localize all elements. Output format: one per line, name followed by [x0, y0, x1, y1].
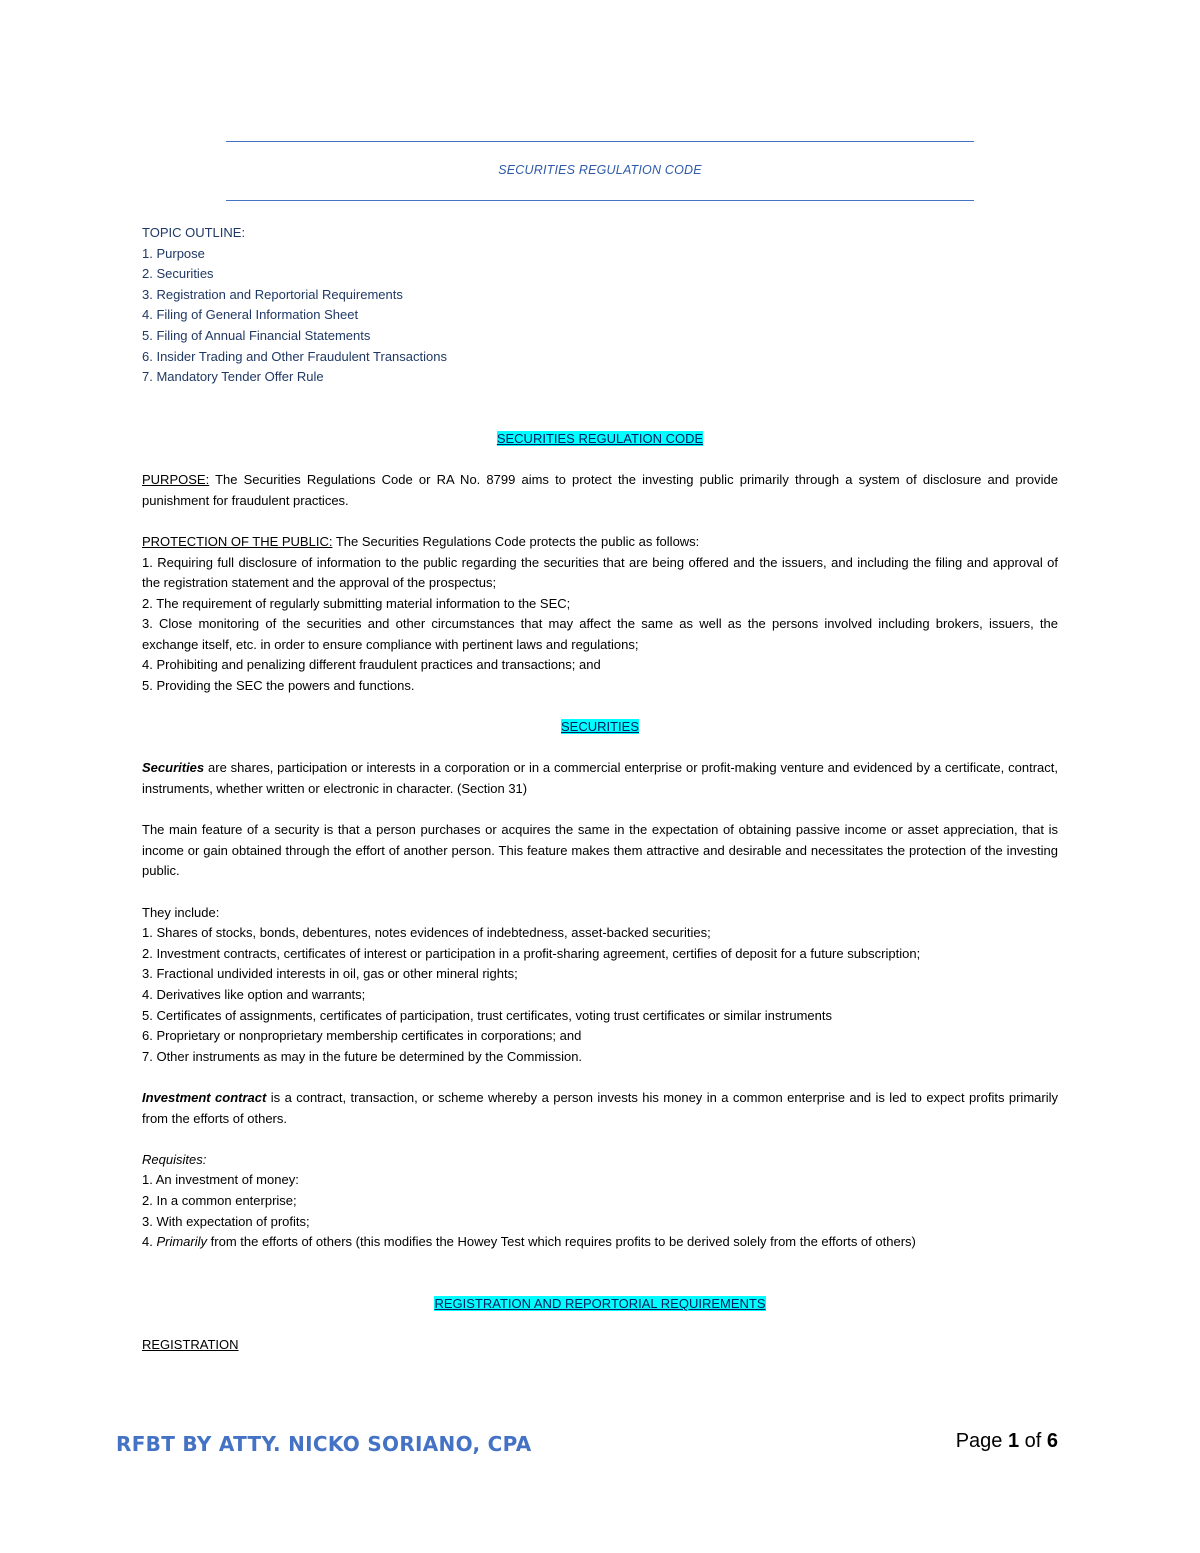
investment-contract-definition: Investment contract is a contract, transaction, or scheme whereby a person invests his money in a common enterprise and is led to expect profits primarily from the efforts of others. [142, 1089, 1058, 1126]
include-item: 5. Certificates of assignments, certificates of participation, trust certificates, voting trust certificates or similar instruments [142, 1007, 832, 1023]
header-bottom-rule [226, 200, 974, 201]
include-heading: They include: [142, 904, 220, 920]
header-title: SECURITIES REGULATION CODE [498, 163, 702, 177]
protection-item: 1. Requiring full disclosure of information to the public regarding the securities that are being offered and the issuers, and including the filing and approval of the registration statement and the approval of the prospectus; [142, 554, 1058, 591]
include-item: 6. Proprietary or nonproprietary membership certificates in corporations; and [142, 1028, 582, 1044]
outline-item: 4. Filing of General Information Sheet [142, 307, 359, 323]
protection-item: 3. Close monitoring of the securities and other circumstances that may affect the same as well as the persons involved including brokers, issuers, the exchange itself, etc. in order to ensure compliance with pertinent laws and regulations; [142, 616, 1058, 652]
include-item: 2. Investment contracts, certificates of interest or participation in a profit-sharing agreement, certifies of deposit for a future subscription; [142, 945, 921, 961]
include-item: 7. Other instruments as may in the future be determined by the Commission. [142, 1048, 583, 1064]
section-heading-securities: SECURITIES [560, 719, 639, 735]
requisites-heading: Requisites: [142, 1151, 207, 1167]
securities-feature: The main feature of a security is that a person purchases or acquires the same in the expectation of obtaining passive income or asset appreciation, that is income or gain obtained through the effort of another person. This feature makes them attractive and desirable and necessitates the protection of the investing public. [142, 822, 1058, 879]
document-body [142, 223, 1058, 1356]
include-item: 3. Fractional undivided interests in oil, gas or other mineral rights; [142, 966, 518, 982]
protection-item: 2. The requirement of regularly submitting material information to the SEC; [142, 595, 571, 611]
outline-item: 3. Registration and Reportorial Requirements [142, 286, 403, 302]
securities-definition: Securities are shares, participation or interests in a corporation or in a commercial enterprise or profit-making venture and evidenced by a certificate, contract, instruments, whether written or electronic in character. (Section 31) [142, 760, 1058, 797]
outline-heading: TOPIC OUTLINE: [142, 225, 246, 240]
requisite-item: 1. An investment of money: [142, 1172, 299, 1188]
page-number: Page 1 of 6 [955, 1430, 1058, 1452]
requisite-item: 2. In a common enterprise; [142, 1192, 297, 1208]
include-item: 4. Derivatives like option and warrants; [142, 986, 366, 1002]
requisite-item: 3. With expectation of profits; [142, 1213, 310, 1229]
registration-subheading: REGISTRATION [142, 1337, 239, 1353]
protection-item: 5. Providing the SEC the powers and functions. [142, 678, 415, 694]
footer-author: RFBT BY ATTY. NICKO SORIANO, CPA [116, 1432, 532, 1456]
outline-item: 7. Mandatory Tender Offer Rule [142, 369, 324, 385]
section-heading-src: SECURITIES REGULATION CODE [496, 430, 704, 446]
include-item: 1. Shares of stocks, bonds, debentures, notes evidences of indebtedness, asset-backed securities; [142, 925, 711, 941]
outline-item: 5. Filing of Annual Financial Statements [142, 327, 371, 343]
outline-item: 2. Securities [142, 266, 214, 282]
protection-item: 4. Prohibiting and penalizing different fraudulent practices and transactions; and [142, 657, 601, 673]
section-heading-registration: REGISTRATION AND REPORTORIAL REQUIREMENTS [434, 1295, 766, 1311]
outline-item: 6. Insider Trading and Other Fraudulent Transactions [142, 348, 447, 364]
outline-item: 1. Purpose [142, 245, 205, 261]
topic-outline [142, 223, 1058, 388]
requisite-item: 4. Primarily from the efforts of others (this modifies the Howey Test which requires profits to be derived solely from the efforts of others) [142, 1234, 916, 1250]
purpose-paragraph: PURPOSE: The Securities Regulations Code or RA No. 8799 aims to protect the investing public primarily through a system of disclosure and provide punishment for fraudulent practices. [142, 472, 1058, 508]
protection-paragraph: PROTECTION OF THE PUBLIC: The Securities Regulations Code protects the public as follows: [142, 533, 700, 549]
header-top-rule [226, 141, 974, 142]
